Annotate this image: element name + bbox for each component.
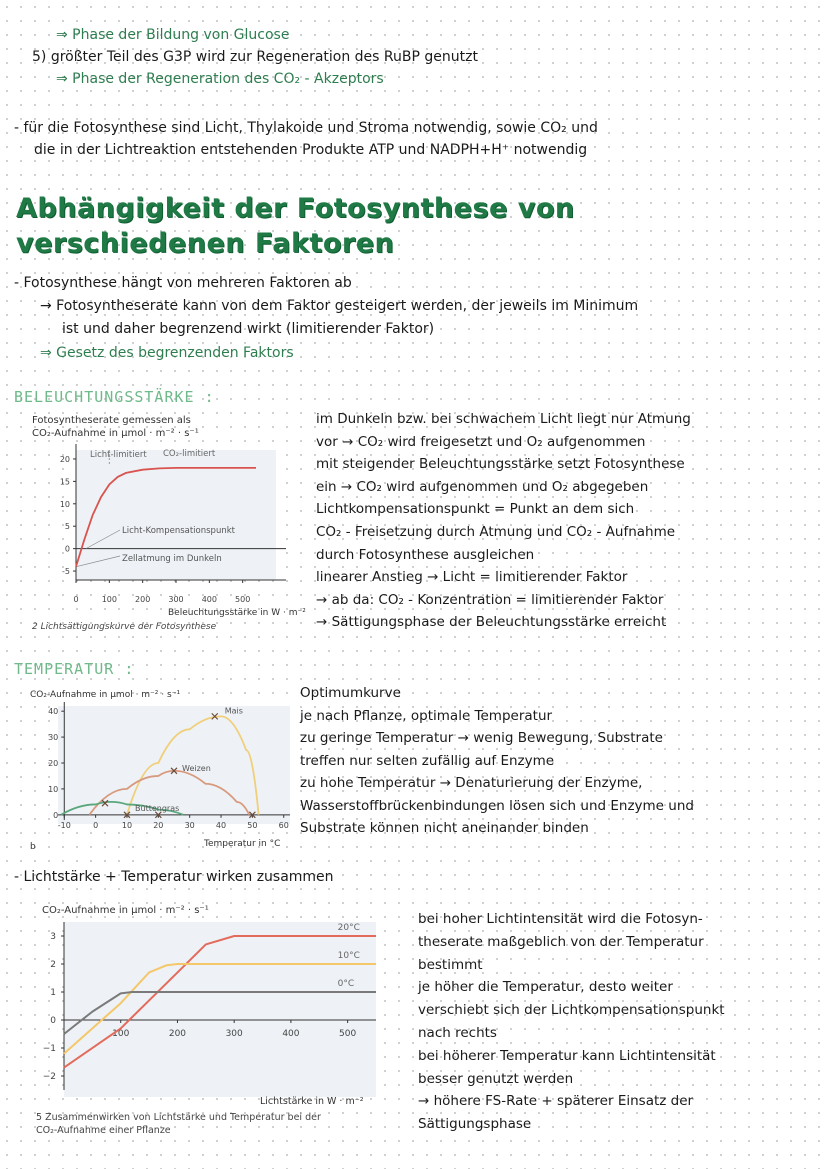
chart1-x-tick-label: 300 — [168, 595, 184, 604]
intro-line-1: - Fotosynthese hängt von mehreren Faktoren ab — [14, 275, 352, 291]
temperature-chart — [24, 686, 294, 856]
top-line-1: ⇒ Phase der Bildung von Glucose — [56, 27, 290, 43]
chart1-x-tick-label: 400 — [201, 595, 217, 604]
chart2-x-tick-label: -10 — [57, 820, 71, 830]
temp-note-line: zu geringe Temperatur → wenig Bewegung, Substrate — [300, 730, 663, 746]
chart1-annot-zellatmung: Zellatmung im Dunkeln — [122, 554, 222, 564]
combined-note-line: → höhere FS-Rate + späterer Einsatz der — [418, 1093, 694, 1110]
light-note-line: Lichtkompensationspunkt = Punkt an dem sich — [316, 501, 635, 518]
chart3-caption-2: CO₂-Aufnahme einer Pflanze — [36, 1125, 171, 1136]
chart1-subtitle: CO₂-Aufnahme in µmol · m⁻² · s⁻¹ — [32, 428, 199, 439]
chart2-title: CO₂-Aufnahme in µmol · m⁻² · s⁻¹ — [30, 690, 181, 700]
chart1-title: Fotosyntheserate gemessen als — [32, 415, 191, 426]
chart2-x-tick-label: 10 — [121, 820, 133, 830]
combined-note-line: bei hoher Lichtintensität wird die Fotosyn- — [418, 911, 703, 927]
chart3-x-tick-label: 300 — [225, 1029, 243, 1039]
chart3-x-tick-label: 400 — [282, 1029, 300, 1039]
chart2-panel-label: b — [30, 842, 36, 852]
light-note-line: vor → CO₂ wird freigesetzt und O₂ aufgenommen — [316, 433, 646, 450]
chart1-y-tick-label: -5 — [62, 567, 70, 577]
combined-note-line: verschiebt sich der Lichtkompensationspunkt — [418, 1002, 725, 1019]
combined-note-line: bestimmt — [418, 956, 483, 973]
chart3-series-label: 10°C — [337, 951, 360, 961]
temp-note-line: Substrate können nicht aneinander binden — [300, 820, 589, 836]
combined-heading: - Lichtstärke + Temperatur wirken zusammen — [14, 869, 334, 885]
intro-line-2: → Fotosyntheserate kann von dem Faktor gesteigert werden, der jeweils im Minimum — [40, 298, 639, 314]
chart2-x-tick-label: 20 — [153, 820, 164, 830]
intro-line-3: ist und daher begrenzend wirkt (limitierender Faktor) — [62, 321, 435, 337]
chart1-xlabel: Beleuchtungsstärke in W · m⁻² — [168, 608, 306, 618]
light-note-line: durch Fotosynthese ausgleichen — [316, 546, 535, 563]
chart2-x-tick-label: 40 — [215, 820, 227, 830]
combined-note-line: besser genutzt werden — [418, 1070, 574, 1087]
combined-chart — [30, 900, 380, 1140]
top-line-3: ⇒ Phase der Regeneration des CO₂ - Akzeptors — [56, 71, 384, 87]
temp-note-line: Wasserstoffbrückenbindungen lösen sich und Enzyme und — [300, 797, 694, 814]
note-line-1: - für die Fotosynthese sind Licht, Thylakoide und Stroma notwendig, sowie CO₂ und — [14, 120, 598, 136]
chart2-xlabel: Temperatur in °C — [204, 839, 281, 849]
chart2-y-tick-label: 30 — [48, 733, 59, 743]
chart2-x-tick-label: 30 — [184, 820, 195, 830]
chart3-y-tick-label: 0 — [50, 1016, 56, 1026]
chart1-annot-licht: Licht-limitiert — [90, 450, 147, 460]
chart1-y-tick-label: 0 — [64, 544, 70, 554]
light-heading: BELEUCHTUNGSSTÄRKE : — [14, 388, 215, 406]
chart1-annot-co2: CO₂-limitiert — [163, 449, 216, 459]
light-note-line: mit steigender Beleuchtungsstärke setzt Fotosynthese — [316, 456, 685, 473]
chart1-y-tick-label: 20 — [59, 454, 70, 464]
combined-note-line: Sättigungsphase — [418, 1116, 532, 1133]
top-line-2: 5) größter Teil des G3P wird zur Regeneration des RuBP genutzt — [32, 49, 478, 65]
temp-note-line: je nach Pflanze, optimale Temperatur — [300, 707, 553, 724]
light-note-line: im Dunkeln bzw. bei schwachem Licht liegt nur Atmung — [316, 411, 691, 427]
chart3-series-label: 20°C — [337, 923, 360, 933]
chart3-x-tick-label: 500 — [339, 1029, 357, 1039]
chart3-plot-bg — [64, 922, 376, 1097]
chart2-y-tick-label: 0 — [53, 810, 59, 820]
chart3-title: CO₂-Aufnahme in µmol · m⁻² · s⁻¹ — [42, 905, 209, 916]
chart2-y-tick-label: 20 — [48, 759, 59, 768]
section-title-line-2: verschiedenen Faktoren — [16, 228, 395, 259]
chart1-y-tick-label: 5 — [64, 522, 70, 532]
chart1-x-tick-label: 200 — [135, 595, 151, 604]
chart2-x-tick-label: 0 — [93, 820, 99, 830]
chart3-series-label: 0°C — [337, 979, 355, 989]
chart3-y-tick-label: 2 — [50, 960, 56, 970]
chart3-xlabel: Lichtstärke in W · m⁻² — [260, 1096, 364, 1107]
chart2-y-tick-label: 10 — [48, 784, 59, 794]
chart3-y-tick-label: −2 — [42, 1072, 56, 1082]
temp-note-line: treffen nur selten zufällig auf Enzyme — [300, 752, 555, 769]
chart3-x-tick-label: 200 — [168, 1029, 187, 1039]
chart2-x-tick-label: 60 — [278, 820, 289, 830]
light-note-line: linearer Anstieg → Licht = limitierender Faktor — [316, 569, 628, 586]
chart2-y-tick-label: 40 — [48, 707, 59, 717]
chart2-series-label: Mais — [224, 706, 243, 716]
chart3-caption-1: 5 Zusammenwirken von Lichtstärke und Temperatur bei der — [36, 1112, 321, 1123]
temp-heading: TEMPERATUR : — [14, 660, 135, 678]
chart3-y-tick-label: −1 — [42, 1044, 56, 1054]
combined-note-line: je höher die Temperatur, desto weiter — [418, 979, 673, 996]
chart1-x-tick-label: 0 — [73, 595, 79, 604]
chart1-annot-kompensation: Licht-Kompensationspunkt — [122, 526, 235, 536]
combined-note-line: nach rechts — [418, 1025, 497, 1041]
light-note-line: → ab da: CO₂ - Konzentration = limitierender Faktor — [316, 591, 664, 608]
chart3-x-tick-label: 100 — [112, 1029, 130, 1039]
chart1-y-tick-label: 15 — [59, 477, 70, 487]
light-note-line: ein → CO₂ wird aufgenommen und O₂ abgegeben — [316, 478, 649, 495]
note-line-2: die in der Lichtreaktion entstehenden Produkte ATP und NADPH+H⁺ notwendig — [34, 142, 588, 158]
chart2-x-tick-label: 50 — [247, 820, 258, 830]
chart1-x-tick-label: 100 — [101, 595, 117, 604]
temp-note-line: Optimumkurve — [300, 685, 401, 701]
light-saturation-chart — [30, 410, 320, 640]
section-title-line-1: Abhängigkeit der Fotosynthese von — [16, 193, 575, 224]
chart1-caption: 2 Lichtsättigungskurve der Fotosynthese — [32, 622, 217, 632]
combined-note-line: theserate maßgeblich von der Temperatur — [418, 933, 704, 950]
combined-note-line: bei höherer Temperatur kann Lichtintensität — [418, 1047, 716, 1064]
temp-note-line: zu hohe Temperatur → Denaturierung der Enzyme, — [300, 775, 643, 791]
chart2-series-label: Büttengras — [135, 804, 180, 814]
chart1-x-tick-label: 500 — [235, 595, 251, 604]
light-note-line: CO₂ - Freisetzung durch Atmung und CO₂ - Aufnahme — [316, 524, 676, 540]
chart1-y-tick-label: 10 — [59, 499, 70, 509]
intro-line-4: ⇒ Gesetz des begrenzenden Faktors — [40, 345, 294, 361]
chart3-y-tick-label: 1 — [50, 988, 56, 998]
light-note-line: → Sättigungsphase der Beleuchtungsstärke erreicht — [316, 614, 667, 631]
chart2-series-label: Weizen — [182, 763, 211, 773]
chart3-y-tick-label: 3 — [50, 932, 56, 942]
